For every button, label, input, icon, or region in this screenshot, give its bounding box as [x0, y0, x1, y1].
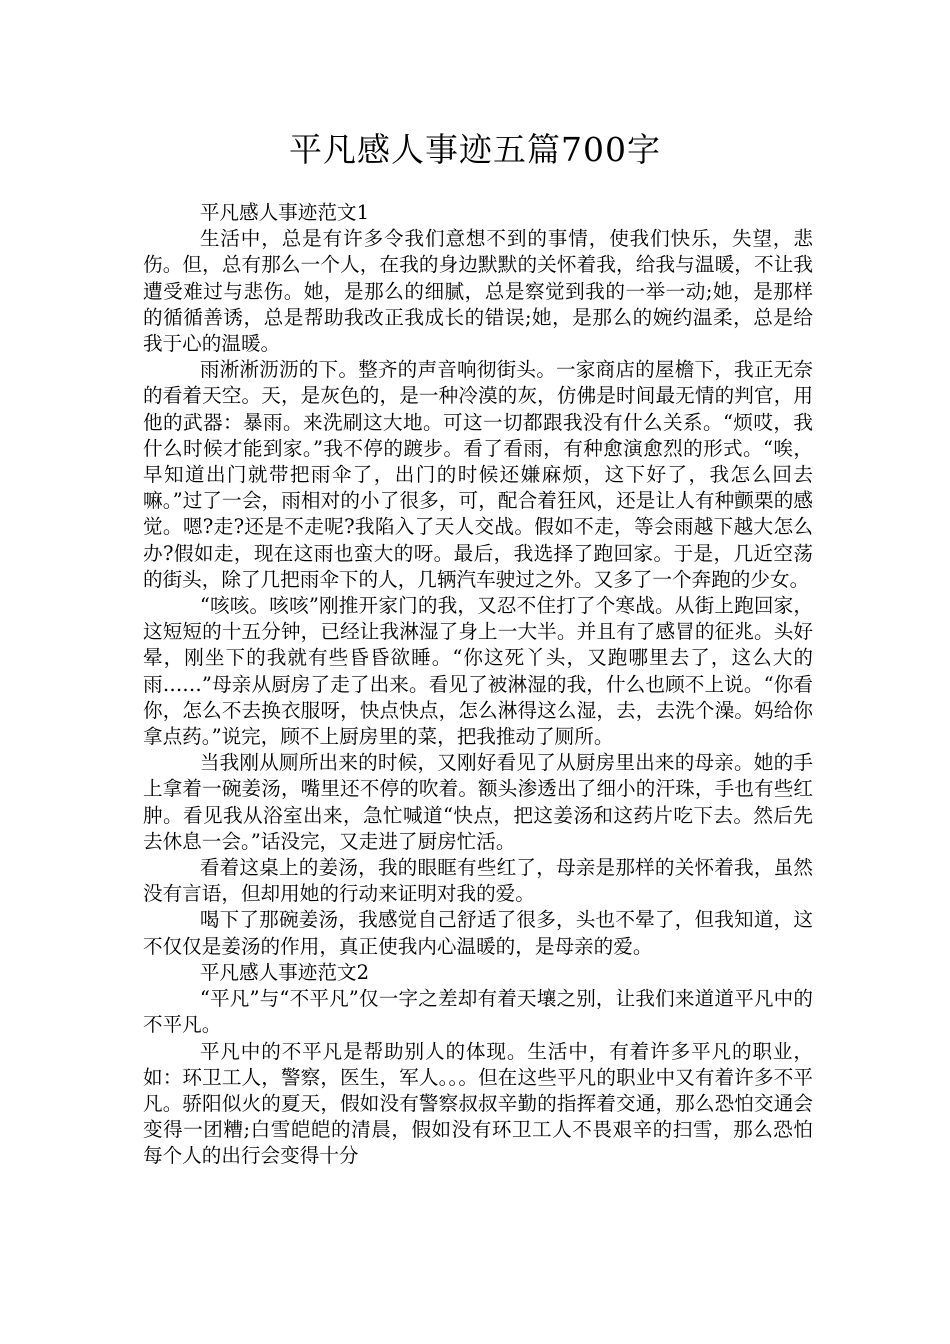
document-body — [143, 200, 813, 1170]
document-title: 平凡感人事迹五篇700字 — [289, 130, 661, 169]
paragraph: “咳咳。咳咳”刚推开家门的我，又忍不住打了个寒战。从街上跑回家，这短短的十五分钟，已经让我淋湿了身上一大半。并且有了感冒的征兆。头好晕，刚坐下的我就有些昏昏欲睡。“你这死丫头，又跑哪里去了，这么大的雨……”母亲从厨房了走了出来。看见了被淋湿的我，什么也顾不上说。“你看你，怎么不去换衣服呀，快点快点，怎么淋得这么湿，去，去洗个澡。妈给你拿点药。”说完，顾不上厨房里的菜，把我推动了厕所。 — [143, 594, 813, 749]
section-heading-2: 平凡感人事迹范文2 — [199, 960, 370, 984]
paragraph: 平凡中的不平凡是帮助别人的体现。生活中，有着许多平凡的职业，如：环卫工人，警察，医生，军人。。。但在这些平凡的职业中又有着许多不平凡。骄阳似火的夏天，假如没有警察叔叔辛勤的指挥着交通，那么恐怕交通会变得一团糟;白雪皑皑的清晨，假如没有环卫工人不畏艰辛的扫雪，那么恐怕每个人的出行会变得十分 — [143, 1039, 813, 1168]
paragraph: 喝下了那碗姜汤，我感觉自己舒适了很多，头也不晕了，但我知道，这不仅仅是姜汤的作用，真正使我内心温暖的，是母亲的爱。 — [143, 908, 813, 958]
paragraph: 生活中，总是有许多令我们意想不到的事情，使我们快乐，失望，悲伤。但，总有那么一个人，在我的身边默默的关怀着我，给我与温暖，不让我遭受难过与悲伤。她，是那么的细腻，总是察觉到我的一举一动;她，是那样的循循善诱，总是帮助我改正我成长的错误;她，是那么的婉约温柔，总是给我于心的温暖。 — [143, 227, 813, 356]
paragraph: 看着这桌上的姜汤，我的眼眶有些红了，母亲是那样的关怀着我，虽然没有言语，但却用她的行动来证明对我的爱。 — [143, 856, 813, 906]
section-heading-1: 平凡感人事迹范文1 — [199, 201, 370, 224]
paragraph: 当我刚从厕所出来的时候，又刚好看见了从厨房里出来的母亲。她的手上拿着一碗姜汤，嘴里还不停的吹着。额头渗透出了细小的汗珠，手也有些红肿。看见我从浴室出来，急忙喊道“快点，把这姜汤和这药片吃下去。然后先去休息一会。”话没完，又走进了厨房忙活。 — [143, 751, 813, 853]
paragraph: 雨淅淅沥沥的下。整齐的声音响彻街头。一家商店的屋檐下，我正无奈的看着天空。天，是灰色的，是一种冷漠的灰，仿佛是时间最无情的判官，用他的武器：暴雨。来洗刷这大地。可这一切都跟我没有什么关系。“烦哎，我什么时候才能到家。”我不停的踱步。看了看雨，有种愈演愈烈的形式。“唉，早知道出门就带把雨伞了，出门的时候还嫌麻烦，这下好了，我怎么回去嘛。”过了一会，雨相对的小了很多，可，配合着狂风，还是让人有种颤栗的感觉。嗯?走?还是不走呢?我陷入了天人交战。假如不走，等会雨越下越大怎么办?假如走，现在这雨也蛮大的呀。最后，我选择了跑回家。于是，几近空荡的街头，除了几把雨伞下的人，几辆汽车驶过之外。又多了一个奔跑的少女。 — [143, 358, 813, 591]
paragraph: “平凡”与“不平凡”仅一字之差却有着天壤之别，让我们来道道平凡中的不平凡。 — [143, 987, 813, 1037]
